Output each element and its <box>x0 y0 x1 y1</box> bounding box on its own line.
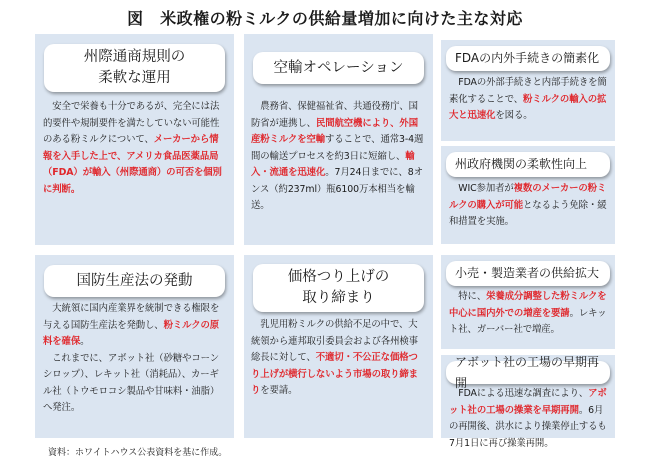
body-text: 安全で栄養も十分であるが、完全には法的要件や規制要件を満たしていない可能性のある粉ミルクについて、 <box>43 101 220 145</box>
card-body-abbott <box>449 386 609 452</box>
card-body-gouging <box>251 317 426 400</box>
source-note: 資料：ホワイトハウス公表資料を基に作成。 <box>48 448 228 458</box>
card-body-dpa <box>43 301 227 417</box>
card-paragraph <box>449 289 609 339</box>
body-text: することで、通常3-4週間の輸送プロセスを約3日に短縮し、 <box>251 134 424 162</box>
body-text: 。7月24日までに、8オンス（約237ml）瓶6100万本相当を輸送。 <box>251 167 423 211</box>
emphasis-text: メーカーから情報を入手した上で、アメリカ食品医薬品局（FDA）が輸入（州際通商）の可否を個別に判断。 <box>43 134 222 195</box>
body-text: これまでに、アボット社（砂糖やコーンシロップ）、レキット社（消耗品）、カーギル社（トウモロコシ製品や甘味料・油脂）へ発注。 <box>43 352 220 413</box>
card-body-trade <box>43 99 227 198</box>
body-text: 乳児用粉ミルクの供給不足の中で、大統領から連邦取引委員会および各州検事総長に対して、 <box>251 319 418 363</box>
emphasis-text: 栄養成分調整した粉ミルクを中心に国内外での増産を要請 <box>449 291 607 319</box>
card-paragraph <box>43 99 227 198</box>
card-paragraph <box>449 75 609 125</box>
figure-title: 図 米政権の粉ミルクの供給量増加に向けた主な対応 <box>127 9 523 28</box>
body-text: 。6月の再開後、洪水により操業停止するも7月1日に再び操業再開。 <box>449 404 607 449</box>
emphasis-text: 輸入・流通を迅速化 <box>251 150 415 178</box>
body-text: 特に、 <box>449 291 487 302</box>
emphasis-text: 粉ミルクの輸入の拡大と迅速化 <box>449 93 607 121</box>
body-text: となるよう免除・緩和措置を実施。 <box>449 199 607 227</box>
body-text: 。レキット社、ガーバー社で増産。 <box>449 307 607 335</box>
body-text: 農務省、保健福祉省、共通役務庁、国防省が連携し、 <box>251 101 418 129</box>
card-body-airlift <box>251 99 426 215</box>
card-title-retail: 小売・製造業者の供給拡大 <box>446 261 610 286</box>
card-body-retail <box>449 289 609 339</box>
card-title-trade: 州際通商規則の 柔軟な運用 <box>44 44 225 92</box>
card-paragraph <box>43 351 227 417</box>
body-text: 。 <box>80 336 90 347</box>
emphasis-text: アボット社の工場の操業を早期再開 <box>449 388 607 416</box>
card-paragraph <box>251 99 426 215</box>
card-body-state <box>449 181 609 231</box>
card-paragraph <box>449 386 609 452</box>
emphasis-text: 民間航空機により、外国産粉ミルクを空輸 <box>251 117 418 145</box>
card-title-airlift: 空輸オペレーション <box>253 52 424 84</box>
body-text: 大統領に国内産業界を統制できる権限を与える国防生産法を発動し、 <box>43 303 220 331</box>
card-title-dpa: 国防生産法の発動 <box>44 265 225 297</box>
card-body-fda <box>449 75 609 125</box>
emphasis-text: 複数のメーカーの粉ミルクの購入が可能 <box>449 183 607 211</box>
body-text: を図る。 <box>495 110 533 121</box>
card-paragraph <box>449 181 609 231</box>
card-paragraph <box>43 301 227 351</box>
body-text: WIC参加者が <box>449 183 514 194</box>
card-paragraph <box>251 317 426 400</box>
emphasis-text: 不適切・不公正な価格つり上げが横行しないよう市場の取り締まり <box>251 352 418 396</box>
emphasis-text: 粉ミルクの原料を確保 <box>43 319 220 347</box>
card-title-fda: FDAの内外手続きの簡素化 <box>446 46 610 71</box>
body-text: FDAによる迅速な調査により、 <box>449 388 589 399</box>
card-title-abbott: アボット社の工場の早期再開 <box>446 361 610 384</box>
body-text: を要請。 <box>260 385 298 396</box>
card-title-gouging: 価格つり上げの 取り締まり <box>253 264 424 312</box>
body-text: FDAの外部手続きと内部手続きを簡素化することで、 <box>449 77 607 105</box>
card-title-state: 州政府機関の柔軟性向上 <box>446 152 610 177</box>
